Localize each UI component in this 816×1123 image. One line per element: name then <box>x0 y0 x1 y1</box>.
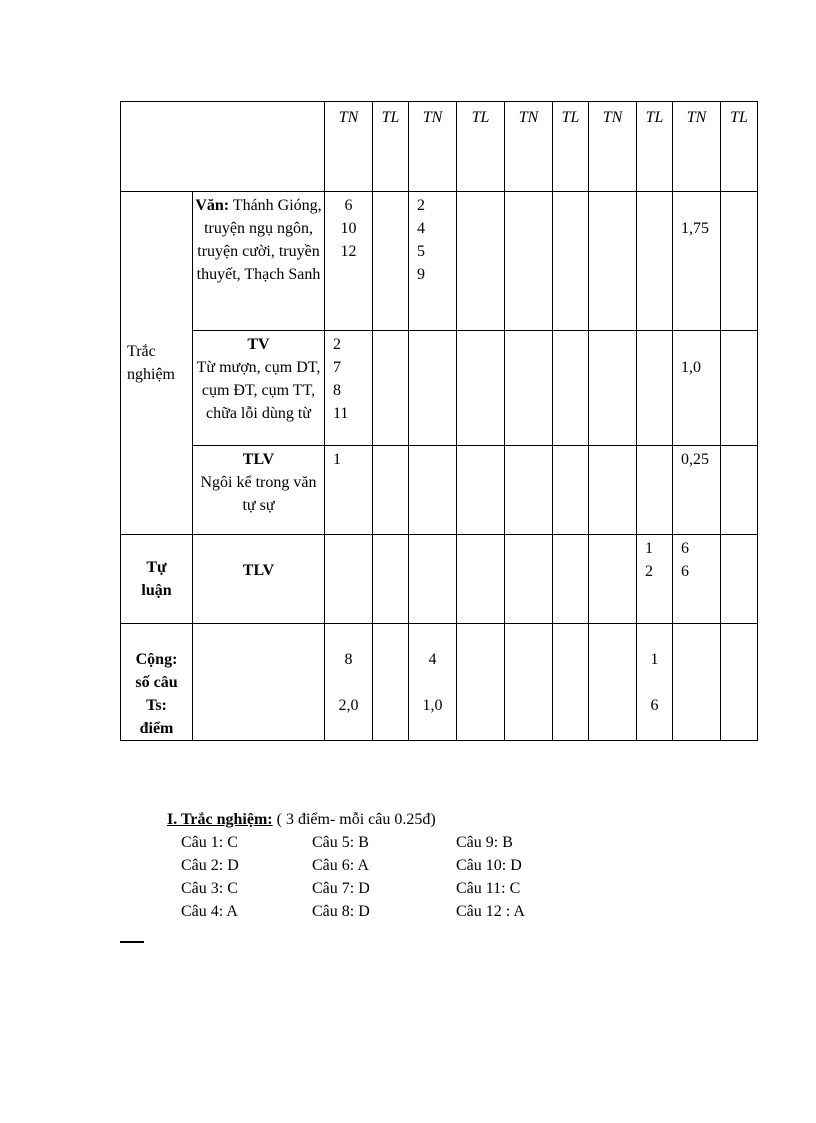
answer-item: Câu 11: C <box>456 880 521 897</box>
topic-desc: Thánh Gióng, truyện ngụ ngôn, truyện cười, truyền thuyết, Thạch Sanh <box>196 197 322 283</box>
table-cell <box>409 535 457 624</box>
section-label-cong: Cộng: số câu Ts: điểm <box>121 624 193 741</box>
header-cell: TN <box>673 102 721 192</box>
table-cell <box>457 446 505 535</box>
section-label-tracnghiem: Trắc nghiệm <box>121 192 193 535</box>
table-cell <box>553 624 589 741</box>
table-cell <box>721 446 758 535</box>
table-cell <box>637 192 673 331</box>
answer-item: Câu 6: A <box>312 857 369 874</box>
separator-dash <box>120 941 144 943</box>
table-cell: 6 10 12 <box>325 192 373 331</box>
table-cell <box>325 535 373 624</box>
table-row-tlv <box>121 446 758 535</box>
table-cell <box>589 331 637 446</box>
answer-key-subtitle: ( 3 điểm- mỗi câu 0.25đ) <box>272 811 436 828</box>
table-cell <box>505 331 553 446</box>
table-cell <box>505 192 553 331</box>
table-cell <box>409 331 457 446</box>
answer-item: Câu 10: D <box>456 857 522 874</box>
topic-cell-tv <box>193 331 325 446</box>
answer-key-title: I. Trắc nghiệm: <box>167 811 273 828</box>
header-cell: TL <box>721 102 758 192</box>
section-label-tuluan: Tự luận <box>121 535 193 624</box>
table-cell <box>457 624 505 741</box>
table-cell <box>721 192 758 331</box>
table-cell: 1 6 <box>637 624 673 741</box>
table-cell: 8 2,0 <box>325 624 373 741</box>
answer-item: Câu 5: B <box>312 834 369 851</box>
table-cell <box>553 331 589 446</box>
table-cell <box>589 624 637 741</box>
topic-cell-van <box>193 192 325 331</box>
table-cell <box>193 624 325 741</box>
table-cell: 2 4 5 9 <box>409 192 457 331</box>
table-cell <box>673 624 721 741</box>
table-cell <box>589 535 637 624</box>
answer-item: Câu 3: C <box>181 880 238 897</box>
table-cell <box>553 535 589 624</box>
answer-item: Câu 7: D <box>312 880 370 897</box>
table-cell: 6 6 <box>673 535 721 624</box>
answer-key-heading <box>167 808 556 831</box>
table-cell: 4 1,0 <box>409 624 457 741</box>
answer-item: Câu 8: D <box>312 903 370 920</box>
answer-item: Câu 4: A <box>181 903 238 920</box>
table-row-cong <box>121 624 758 741</box>
table-cell <box>373 331 409 446</box>
header-cell: TN <box>325 102 373 192</box>
table-cell: 1 2 <box>637 535 673 624</box>
header-cell: TN <box>505 102 553 192</box>
table-cell <box>457 535 505 624</box>
table-cell: 0,25 <box>673 446 721 535</box>
header-cell: TL <box>637 102 673 192</box>
header-cell: TL <box>373 102 409 192</box>
table-cell <box>637 446 673 535</box>
table-cell <box>553 192 589 331</box>
topic-cell-tlv: TLV <box>193 535 325 624</box>
header-cell: TL <box>457 102 505 192</box>
table-cell <box>373 192 409 331</box>
table-row-van <box>121 192 758 331</box>
table-cell <box>637 331 673 446</box>
answer-grid <box>181 831 556 923</box>
header-row <box>121 102 758 192</box>
answer-item: Câu 12 : A <box>456 903 525 920</box>
answer-key <box>167 808 556 923</box>
header-blank-cell <box>121 102 325 192</box>
table-cell <box>505 535 553 624</box>
topic-desc: Ngôi kể trong văn tự sự <box>200 474 317 514</box>
topic-desc: Từ mượn, cụm DT, cụm ĐT, cụm TT, chữa lỗi dùng từ <box>196 359 321 422</box>
header-cell: TN <box>409 102 457 192</box>
table-cell <box>373 446 409 535</box>
table-cell <box>373 535 409 624</box>
table-cell <box>373 624 409 741</box>
table-cell: 2 7 8 11 <box>325 331 373 446</box>
header-cell: TL <box>553 102 589 192</box>
table-row-tv <box>121 331 758 446</box>
matrix-table <box>120 101 758 741</box>
table-cell <box>721 624 758 741</box>
topic-title: TV <box>247 336 270 353</box>
table-cell: 1,75 <box>673 192 721 331</box>
table-cell <box>505 624 553 741</box>
table-cell <box>505 446 553 535</box>
answer-item: Câu 9: B <box>456 834 513 851</box>
topic-title: Văn: <box>195 197 230 214</box>
table-cell <box>589 446 637 535</box>
table-cell <box>721 535 758 624</box>
table-row-tuluan <box>121 535 758 624</box>
table-cell <box>553 446 589 535</box>
table-cell <box>409 446 457 535</box>
answer-item: Câu 2: D <box>181 857 239 874</box>
table-cell <box>457 192 505 331</box>
topic-cell-tlv <box>193 446 325 535</box>
table-cell <box>457 331 505 446</box>
topic-title: TLV <box>242 451 275 468</box>
table-cell: 1,0 <box>673 331 721 446</box>
table-cell <box>721 331 758 446</box>
header-cell: TN <box>589 102 637 192</box>
answer-item: Câu 1: C <box>181 834 238 851</box>
table-cell <box>589 192 637 331</box>
table-cell: 1 <box>325 446 373 535</box>
